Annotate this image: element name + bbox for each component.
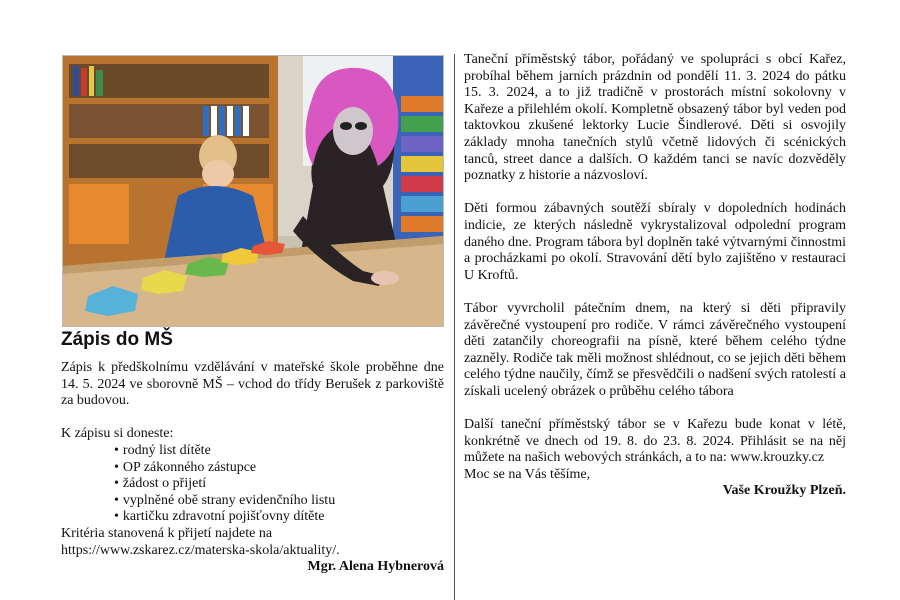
column-divider [454, 54, 455, 600]
enrollment-notice [61, 360, 444, 576]
signature-right: Vaše Kroužky Plzeň. [722, 483, 846, 499]
camp-paragraph-3: Tábor vyvrcholil pátečním dnem, na který si děti připravily závěrečné vystoupení pro rodiče. V rámci závěrečného vystoupení děti zatančily choreografii na písně, které během celého týdne zazněly. Rodiče tak měli možnost shlédnout, co se jejich děti během celého týdne naučily, čímž se přesvědčili o nadšení svých ratolestí a získali ucelený obrázek o průběhu celého tábora [464, 300, 846, 399]
signature-left: Mgr. Alena Hybnerová [307, 559, 444, 575]
enrollment-intro: Zápis k předškolnímu vzdělávání v mateřské škole proběhne dne 14. 5. 2024 ve sborovně MŠ – vchod do třídy Berušek z parkoviště za budovou. [61, 360, 444, 409]
classroom-photo [62, 55, 444, 327]
criteria-text: Kritéria stanovená k přijetí najdete na [61, 525, 273, 541]
list-item: • kartičku zdravotní pojišťovny dítěte [61, 509, 444, 526]
criteria-link[interactable]: https://www.zskarez.cz/materska-skola/aktuality/. [61, 542, 340, 558]
list-item: • rodný list dítěte [61, 443, 444, 460]
camp-article [464, 52, 846, 500]
list-item: • OP zákonného zástupce [61, 460, 444, 477]
bring-heading: K zápisu si doneste: [61, 426, 174, 442]
list-item: • vyplněné obě strany evidenčního listu [61, 493, 444, 510]
camp-paragraph-4: Další taneční příměstský tábor se v Kařezu bude konat v létě, konkrétně ve dnech od 19. 8. do 23. 8. 2024. Přihlásit se na něj můžete na našich webových stránkách, a to na: www.krouzky.cz [464, 417, 846, 466]
camp-closing: Moc se na Vás těšíme, [464, 466, 591, 482]
list-item: • žádost o přijetí [61, 476, 444, 493]
camp-paragraph-2: Děti formou zábavných soutěží sbíraly v dopoledních hodinách indicie, ze kterých následně vykrystalizoval odpolední program daného dne. Program tábora byl doplněn také výtvarnými činnostmi a procházkami po okolí. Stravování dětí bylo zajištěno v restauraci U Kroftů. [464, 201, 846, 283]
requirements-list [61, 443, 444, 526]
page-title: Zápis do MŠ [61, 329, 173, 350]
classroom-photo-illustration [63, 56, 443, 326]
camp-paragraph-1: Taneční příměstský tábor, pořádaný ve spolupráci s obcí Kařez, probíhal během jarních prázdnin od pondělí 11. 3. 2024 do pátku 15. 3. 2024, a to již tradičně v prostorách místní sokolovny v Kařeze a přilehlém okolí. Kompletně obsazený tábor byl veden pod taktovkou zkušené lektorky Lucie Šindlerové. Děti si osvojily základy mnoha tanečních stylů včetně lidových či scénických tanců, street dance a dalších. O každém tanci se navíc dozvěděly poznatky z historie a názvosloví. [464, 52, 846, 184]
